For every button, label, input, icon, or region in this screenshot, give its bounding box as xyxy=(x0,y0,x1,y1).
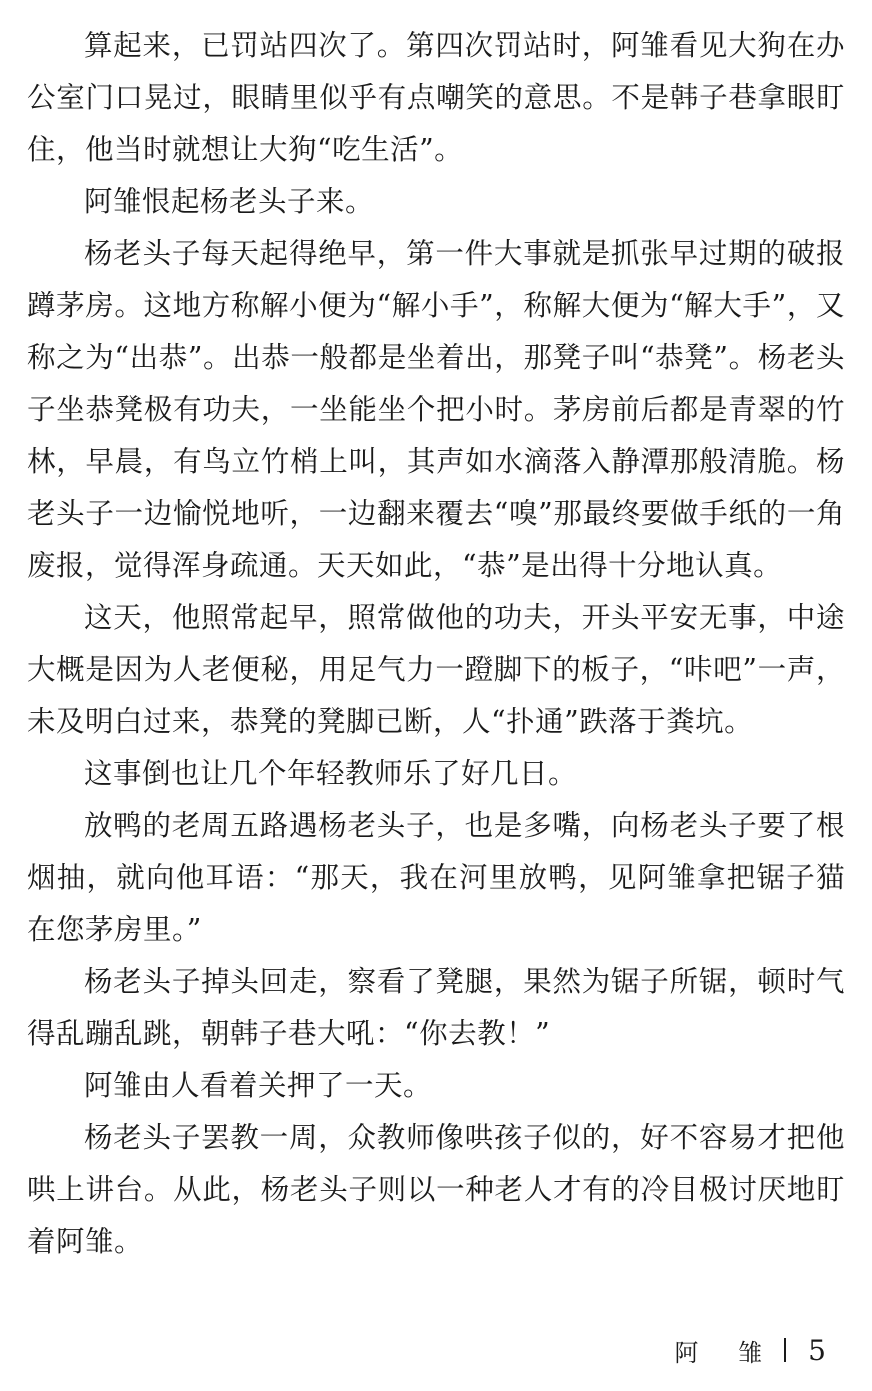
paragraph-9: 杨老头子罢教一周，众教师像哄孩子似的，好不容易才把他哄上讲台。从此，杨老头子则以一种老人才有的冷目极讨厌地盯着阿雏。 xyxy=(27,1121,845,1258)
paragraph-5: 这事倒也让几个年轻教师乐了好几日。 xyxy=(84,757,578,790)
paragraph-1: 算起来，已罚站四次了。第四次罚站时，阿雏看见大狗在办公室门口晃过，眼睛里似乎有点嘲笑的意思。不是韩子巷拿眼盯住，他当时就想让大狗“吃生活”。 xyxy=(27,29,845,166)
page-number: 5 xyxy=(808,1333,826,1367)
running-head: 阿 雏 xyxy=(674,1338,779,1367)
paragraph-3: 杨老头子每天起得绝早，第一件大事就是抓张早过期的破报蹲茅房。这地方称解小便为“解小手”，称解大便为“解大手”，又称之为“出恭”。出恭一般都是坐着出，那凳子叫“恭凳”。杨老头子坐恭凳极有功夫，一坐能坐个把小时。茅房前后都是青翠的竹林，早晨，有鸟立竹梢上叫，其声如水滴落入静潭那般清脆。杨老头子一边愉悦地听，一边翻来覆去“嗅”那最终要做手纸的一角废报，觉得浑身疏通。天天如此，“恭”是出得十分地认真。 xyxy=(27,237,845,582)
paragraph-4: 这天，他照常起早，照常做他的功夫，开头平安无事，中途大概是因为人老便秘，用足气力一蹬脚下的板子，“咔吧”一声，未及明白过来，恭凳的凳脚已断，人“扑通”跌落于粪坑。 xyxy=(27,601,845,738)
paragraph-8: 阿雏由人看着关押了一天。 xyxy=(84,1069,433,1102)
page-body xyxy=(27,20,845,1268)
paragraph-7: 杨老头子掉头回走，察看了凳腿，果然为锯子所锯，顿时气得乱蹦乱跳，朝韩子巷大吼：“你去教！” xyxy=(27,965,845,1050)
footer-divider xyxy=(784,1338,786,1362)
paragraph-6: 放鸭的老周五路遇杨老头子，也是多嘴，向杨老头子要了根烟抽，就向他耳语：“那天，我在河里放鸭，见阿雏拿把锯子猫在您茅房里。” xyxy=(27,809,845,946)
page-footer xyxy=(675,1330,826,1370)
paragraph-2: 阿雏恨起杨老头子来。 xyxy=(84,185,375,218)
